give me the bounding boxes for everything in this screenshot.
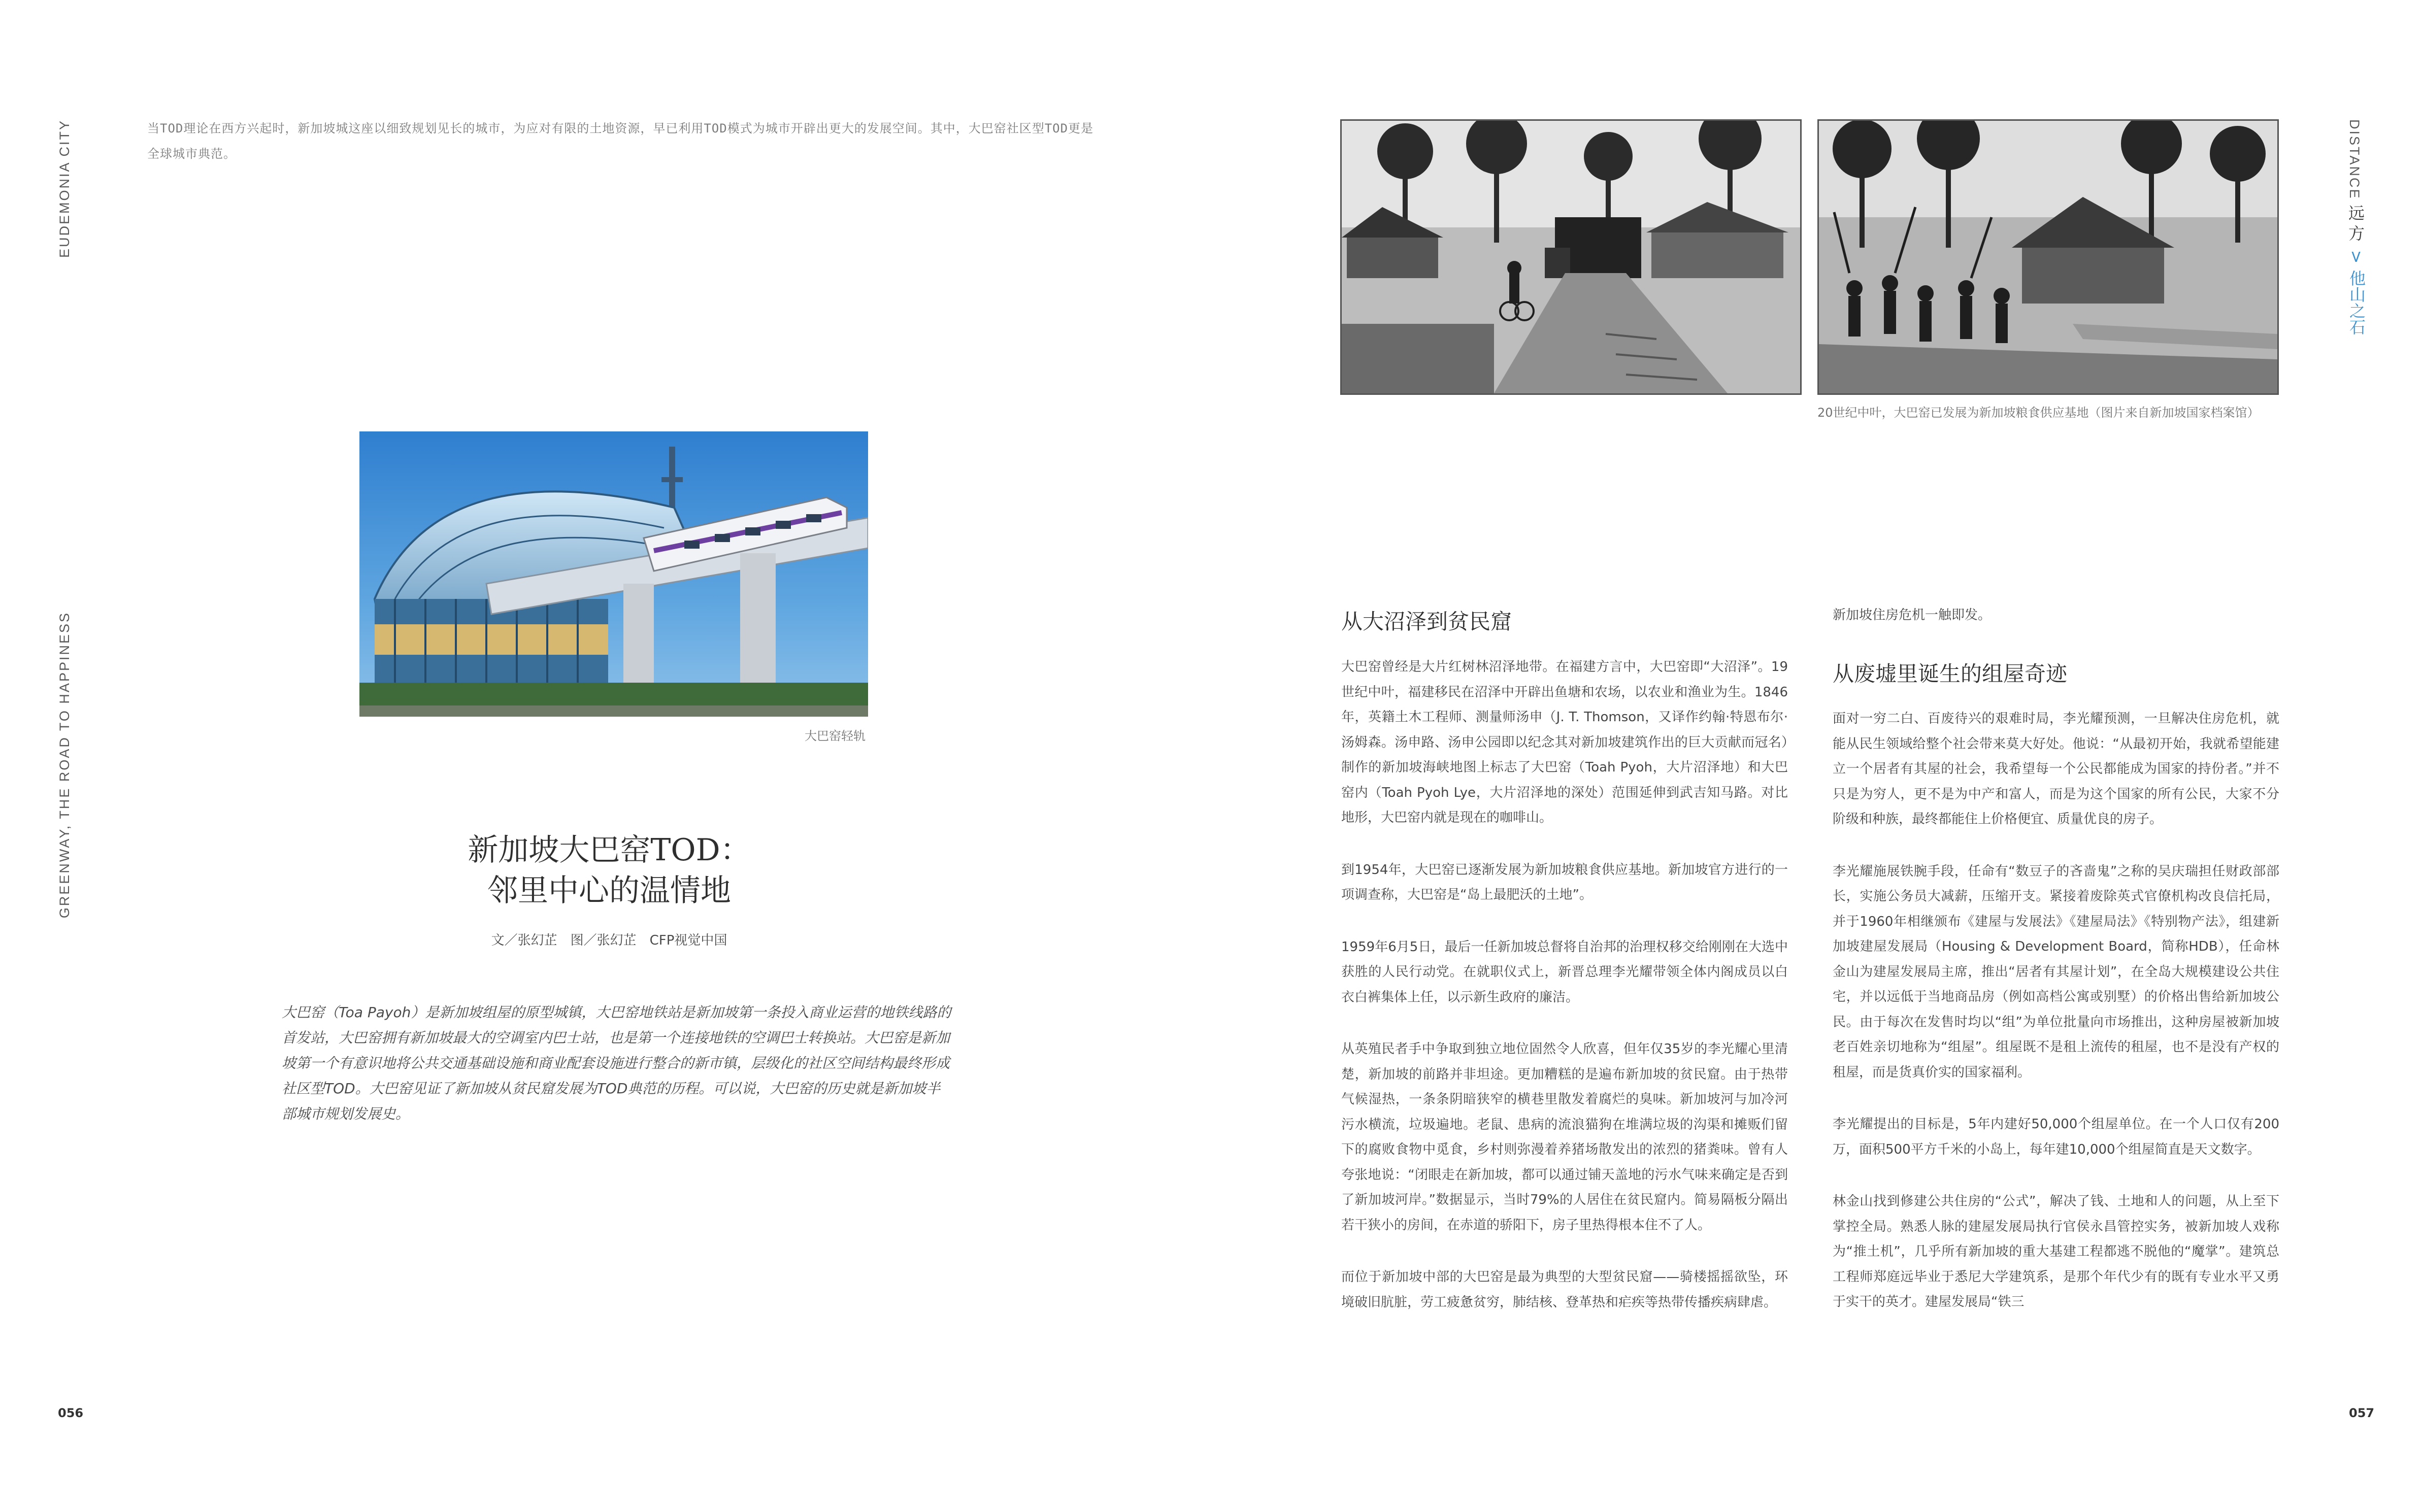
section2-paragraph: 面对一穷二白、百废待兴的艰难时局，李光耀预测，一旦解决住房危机，就能从民生领域给整个社会带来莫大好处。他说：“从最初开始，我就希望能建立一个居者有其屋的社会，我希望每一个公民都能成为国家的持份者。”并不只是为穷人，更不是为中产和富人，而是为这个国家的所有公民，大家不分阶级和种族，最终都能住上价格便宜、质量优良的房子。 [1833, 711, 2279, 827]
section-label-tashanzhishi: 他山之石 [2347, 270, 2366, 335]
section2-body [1833, 707, 2279, 1342]
running-head-eudemonia-city: EUDEMONIA CITY [57, 119, 72, 258]
intro-paragraph: 当TOD理论在西方兴起时，新加坡城这座以细致规划见长的城市，为应对有限的土地资源，早已利用TOD模式为城市开辟出更大的发展空间。其中，大巴窑社区型TOD更是全球城市典范。 [147, 121, 1094, 161]
section1-carry-over: 新加坡住房危机一触即发。 [1833, 608, 1992, 623]
section-label-distance [2346, 119, 2362, 200]
section-label-arrow: > [2347, 250, 2366, 264]
section-label-yuan: 远 [2348, 204, 2365, 223]
section1-paragraph: 到1954年，大巴窑已逐渐发展为新加坡粮食供应基地。新加坡官方进行的一项调查称，大巴窑是“岛上最肥沃的土地”。 [1341, 862, 1788, 902]
article-title-line2: 邻里中心的温情地 [487, 873, 731, 909]
section2-paragraph: 林金山找到修建公共住房的“公式”，解决了钱、土地和人的问题，从上至下掌控全局。熟悉人脉的建屋发展局执行官侯永昌管控实务，被新加坡人戏称为“推土机”，几乎所有新加坡的重大基建工程都逃不脱他的“魔掌”。建筑总工程师郑庭远毕业于悉尼大学建筑系，是那个年代少有的既有专业水平又勇于实干的英才。建屋发展局“铁三 [1833, 1194, 2279, 1309]
section2-paragraph: 李光耀施展铁腕手段，任命有“数豆子的吝啬鬼”之称的吴庆瑞担任财政部部长，实施公务员大减薪，压缩开支。紧接着废除英式官僚机构改良信托局，并于1960年相继颁布《建屋与发展法》《建屋局法》《特别物产法》，组建新加坡建屋发展局（Housing & Development Board，简称HDB），任命林金山为建屋发展局主席，推出“居者有其屋计划”，在全岛大规模建设公共住宅，并以远低于当地商品房（例如高档公寓或别墅）的价格出售给新加坡公民。由于每次在发售时均以“组”为单位批量向市场推出，这种房屋被新加坡老百姓亲切地称为“组屋”。组屋既不是租上流传的租屋，也不是没有产权的租屋，而是货真价实的国家福利。 [1833, 863, 2279, 1080]
article-byline: 文／张幻芷 图／张幻芷 CFP视觉中国 [491, 933, 727, 948]
metro-station-illustration [359, 431, 868, 717]
historical-photo-road [1340, 119, 1802, 395]
historical-photo-caption: 20世纪中叶，大巴窑已发展为新加坡粮食供应基地（图片来自新加坡国家档案馆） [1817, 406, 2260, 420]
article-title [406, 830, 812, 911]
photo-metro-caption: 大巴窑轻轨 [805, 729, 866, 743]
historical-road-illustration [1342, 121, 1800, 393]
article-lead: 大巴窑（Toa Payoh）是新加坡组屋的原型城镇，大巴窑地铁站是新加坡第一条投入商业运营的地铁线路的首发站，大巴窑拥有新加坡最大的空调室内巴士站，也是第一个连接地铁的空调巴士转换站。大巴窑是新加坡第一个有意识地将公共交通基础设施和商业配套设施进行整合的新市镇，层级化的社区空间结构最终形成社区型TOD。大巴窑见证了新加坡从贫民窟发展为TOD典范的历程。可以说，大巴窑的历史就是新加坡半部城市规划发展史。 [282, 1004, 951, 1122]
section1-paragraph: 1959年6月5日，最后一任新加坡总督将自治邦的治理权移交给刚刚在大选中获胜的人民行动党。在就职仪式上，新晋总理李光耀带领全体内阁成员以白衣白裤集体上任，以示新生政府的廉洁。 [1341, 939, 1788, 1005]
page-number-left: 056 [58, 1406, 84, 1420]
page-number-right: 057 [2349, 1406, 2375, 1420]
section2-paragraph: 李光耀提出的目标是，5年内建好50,000个组屋单位。在一个人口仅有200万，面积500平方千米的小岛上，每年建10,000个组屋简直是天文数字。 [1833, 1117, 2279, 1157]
section1-paragraph: 而位于新加坡中部的大巴窑是最为典型的大型贫民窟——骑楼摇摇欲坠，环境破旧肮脏，劳工疲惫贫穷，肺结核、登革热和疟疾等热带传播疾病肆虐。 [1341, 1269, 1788, 1310]
section1-body [1341, 655, 1788, 1342]
section1-heading: 从大沼泽到贫民窟 [1341, 609, 1512, 634]
photo-toa-payoh-metro [359, 431, 868, 717]
historical-photo-village [1817, 119, 2279, 395]
section1-paragraph: 大巴窑曾经是大片红树林沼泽地带。在福建方言中，大巴窑即“大沼泽”。19世纪中叶，福建移民在沼泽中开辟出鱼塘和农场，以农业和渔业为生。1846年，英籍土木工程师、测量师汤申（J. T. Thomson，又译作约翰·特恩布尔·汤姆森。汤申路、汤申公园即以纪念其对新加坡建筑作出的巨大贡献而冠名）制作的新加坡海峡地图上标志了大巴窑（Toah Pyoh，大片沼泽地）和大巴窑内（Toah Pyoh Lye，大片沼泽地的深处）范围延伸到武吉知马路。对比地形，大巴窑内就是现在的咖啡山。 [1341, 659, 1788, 825]
running-head-greenway: GREENWAY, THE ROAD TO HAPPINESS [57, 612, 72, 919]
section1-paragraph: 从英殖民者手中争取到独立地位固然令人欣喜，但年仅35岁的李光耀心里清楚，新加坡的前路并非坦途。更加糟糕的是遍布新加坡的贫民窟。由于热带气候湿热，一条条阴暗狭窄的横巷里散发着腐烂的臭味。新加坡河与加冷河污水横流，垃圾遍地。老鼠、患病的流浪猫狗在堆满垃圾的沟渠和摊贩们留下的腐败食物中觅食，乡村则弥漫着养猪场散发出的浓烈的猪粪味。曾有人夸张地说：“闭眼走在新加坡，都可以通过铺天盖地的污水气味来确定是否到了新加坡河岸。”数据显示，当时79%的人居住在贫民窟内。简易隔板分隔出若干狭小的房间，在赤道的骄阳下，房子里热得根本住不了人。 [1341, 1041, 1788, 1233]
section-label-fang: 方 [2348, 224, 2365, 243]
section2-heading: 从废墟里诞生的组屋奇迹 [1833, 661, 2068, 686]
section-label-cn [2346, 203, 2367, 335]
article-title-line1: 新加坡大巴窑TOD： [468, 832, 751, 868]
section-label-en: DISTANCE [2347, 119, 2362, 200]
historical-village-illustration [1819, 121, 2277, 393]
